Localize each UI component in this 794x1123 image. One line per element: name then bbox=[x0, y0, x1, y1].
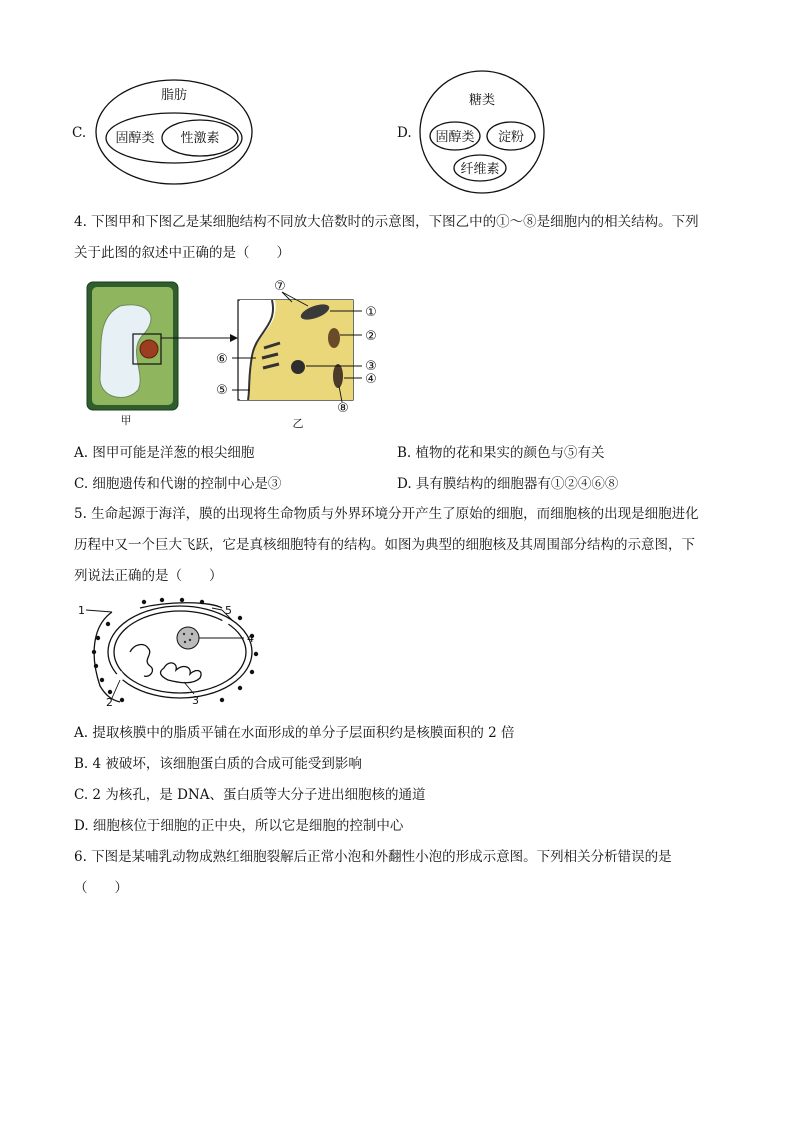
label-b: 淀粉 bbox=[497, 130, 525, 145]
marker-2: ② bbox=[365, 329, 377, 344]
q4-option-b: B. 植物的花和果实的颜色与⑤有关 bbox=[397, 445, 605, 461]
option-c-venn-diagram bbox=[92, 75, 257, 190]
label-a: 固醇类 bbox=[435, 130, 475, 145]
option-d-label: D. bbox=[397, 125, 412, 141]
label-4: 4 bbox=[247, 632, 254, 645]
outer-label: 糖类 bbox=[468, 93, 496, 108]
nucleolus bbox=[177, 627, 199, 649]
q4-option-c: C. 细胞遗传和代谢的控制中心是③ bbox=[74, 476, 282, 492]
marker-3: ③ bbox=[365, 359, 377, 374]
inner-label: 性激素 bbox=[180, 131, 220, 146]
organelle-3 bbox=[291, 360, 305, 374]
q4-cell-figure bbox=[80, 278, 390, 433]
q6-line2: （ ） bbox=[74, 880, 128, 896]
marker-4: ④ bbox=[365, 372, 377, 387]
q4-option-d: D. 具有膜结构的细胞器有①②④⑥⑧ bbox=[397, 476, 619, 492]
option-d-venn-diagram bbox=[418, 68, 548, 198]
q5-option-b: B. 4 被破坏，该细胞蛋白质的合成可能受到影响 bbox=[74, 756, 362, 772]
label-3: 3 bbox=[192, 694, 199, 707]
marker-7: ⑦ bbox=[274, 279, 286, 294]
q4-option-a: A. 图甲可能是洋葱的根尖细胞 bbox=[74, 445, 255, 461]
q4-line2: 关于此图的叙述中正确的是（ ） bbox=[74, 245, 290, 261]
organelle-2 bbox=[328, 328, 340, 348]
marker-5: ⑤ bbox=[216, 383, 228, 398]
q6-line1: 6. 下图是某哺乳动物成熟红细胞裂解后正常小泡和外翻性小泡的形成示意图。下列相关分析错误的是 bbox=[74, 849, 672, 865]
label-5: 5 bbox=[225, 604, 232, 617]
q5-option-a: A. 提取核膜中的脂质平铺在水面形成的单分子层面积约是核膜面积的 2 倍 bbox=[74, 725, 515, 741]
q5-option-d: D. 细胞核位于细胞的正中央，所以它是细胞的控制中心 bbox=[74, 818, 404, 834]
option-c-label: C. bbox=[72, 125, 87, 141]
zoom-arrowhead bbox=[230, 334, 238, 342]
outer-label: 脂肪 bbox=[160, 88, 188, 103]
marker-1: ① bbox=[365, 305, 377, 320]
chromatin bbox=[130, 645, 201, 683]
marker-6: ⑥ bbox=[216, 352, 228, 367]
fig-label-jia: 甲 bbox=[120, 414, 132, 427]
q4-line1: 4. 下图甲和下图乙是某细胞结构不同放大倍数时的示意图，下图乙中的①～⑧是细胞内的相关结构。下列 bbox=[74, 214, 699, 230]
q5-nucleus-figure bbox=[72, 596, 272, 711]
label-2: 2 bbox=[106, 696, 113, 709]
q5-line2: 历程中又一个巨大飞跃，它是真核细胞特有的结构。如图为典型的细胞核及其周围部分结构的示意图，下 bbox=[74, 537, 695, 553]
nuclear-envelope-outer bbox=[108, 606, 252, 698]
middle-label: 固醇类 bbox=[115, 131, 155, 146]
q5-line3: 列说法正确的是（ ） bbox=[74, 568, 223, 584]
q5-option-c: C. 2 为核孔，是 DNA、蛋白质等大分子进出细胞核的通道 bbox=[74, 787, 426, 803]
organelle-4 bbox=[333, 364, 343, 388]
label-c: 纤维素 bbox=[460, 162, 500, 177]
fig-label-yi: 乙 bbox=[292, 417, 304, 430]
nucleus bbox=[140, 340, 158, 358]
marker-8: ⑧ bbox=[337, 401, 349, 416]
label-1: 1 bbox=[78, 604, 85, 617]
q5-line1: 5. 生命起源于海洋，膜的出现将生命物质与外界环境分开产生了原始的细胞，而细胞核的出现是细胞进化 bbox=[74, 506, 699, 522]
